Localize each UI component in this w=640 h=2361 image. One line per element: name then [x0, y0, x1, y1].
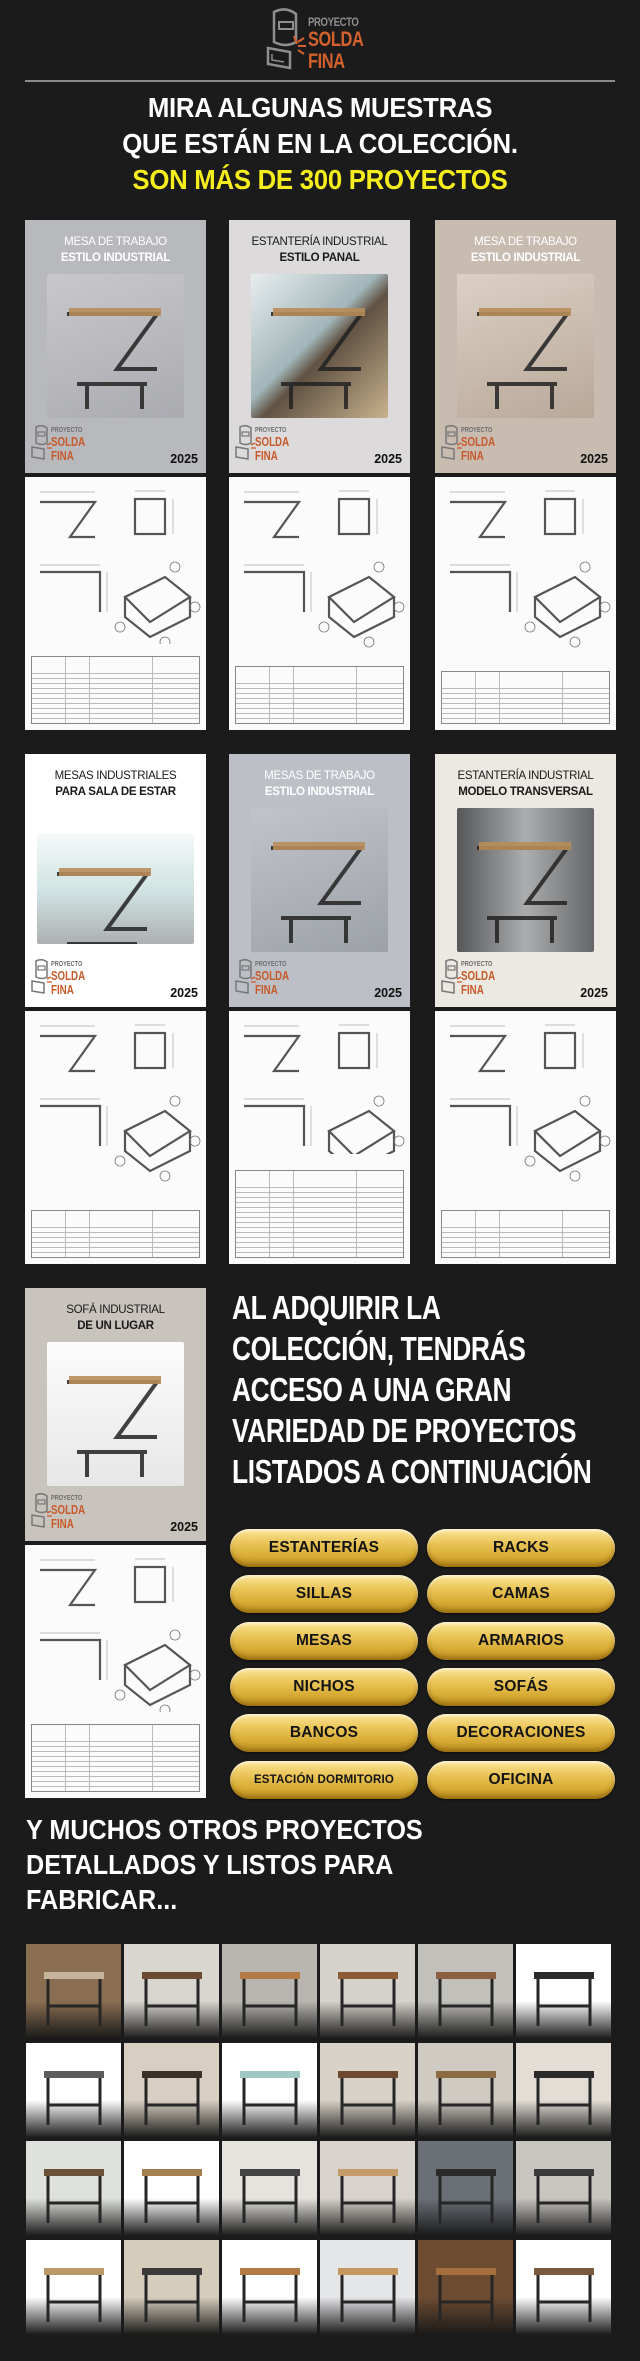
project-title-line-2: MODELO TRANSVERSAL — [458, 786, 593, 798]
furniture-photo-icon — [418, 1944, 513, 2039]
bom-row — [32, 1741, 199, 1746]
bom-row — [442, 713, 609, 718]
bom-row — [236, 1207, 403, 1212]
project-cover-card — [25, 220, 206, 473]
gallery-thumbnail — [418, 2141, 513, 2236]
brand-line-fina: FINA — [461, 982, 484, 997]
project-title-line-1: MESA DE TRABAJO — [64, 236, 167, 248]
technical-drawing-sheet — [435, 477, 616, 730]
furniture-photo-icon — [418, 2141, 513, 2236]
welder-helmet-icon — [441, 425, 463, 465]
promo-line: ACCESO A UNA GRAN — [232, 1371, 512, 1408]
bom-row — [32, 1781, 199, 1786]
furniture-photo-icon — [418, 2240, 513, 2335]
project-title-line-2: ESTILO INDUSTRIAL — [470, 252, 581, 264]
project-cover-card — [25, 754, 206, 1007]
bom-row — [236, 1242, 403, 1247]
bom-row — [442, 1242, 609, 1247]
project-cover-card — [435, 220, 616, 473]
bom-row — [32, 1786, 199, 1791]
brand-mini-logo — [31, 421, 91, 467]
furniture-photo-icon — [26, 2043, 121, 2138]
bom-row — [442, 703, 609, 708]
project-year: 2025 — [374, 986, 402, 1000]
brand-line-fina: FINA — [51, 448, 74, 463]
bom-row — [236, 698, 403, 703]
brand-line-solda: SOLDA — [51, 1502, 86, 1517]
furniture-photo-icon — [320, 1944, 415, 2039]
bom-row — [442, 708, 609, 713]
project-title — [435, 234, 616, 266]
gallery-thumbnail — [222, 2141, 317, 2236]
project-title-line-1: MESA DE TRABAJO — [474, 236, 577, 248]
category-button-sillas[interactable]: SILLAS — [230, 1575, 418, 1613]
project-year: 2025 — [170, 452, 198, 466]
bom-row — [442, 718, 609, 723]
furniture-illustration-icon — [457, 808, 594, 952]
category-button-camas[interactable]: CAMAS — [427, 1575, 615, 1613]
project-title — [25, 234, 206, 266]
welder-helmet-icon — [264, 8, 308, 72]
category-button-mesas[interactable]: MESAS — [230, 1622, 418, 1660]
gallery-thumbnail — [320, 2240, 415, 2335]
furniture-photo-icon — [222, 2141, 317, 2236]
bom-row — [442, 1247, 609, 1252]
promo-line: AL ADQUIRIR LA — [232, 1289, 441, 1326]
gallery-thumbnail — [26, 2043, 121, 2138]
brand-line-proyecto: PROYECTO — [255, 427, 287, 434]
project-title-line-1: ESTANTERÍA INDUSTRIAL — [251, 236, 388, 248]
project-title — [25, 1302, 206, 1334]
gallery-thumbnail — [516, 1944, 611, 2039]
gallery-thumbnail — [516, 2043, 611, 2138]
project-cover-card — [229, 220, 410, 473]
project-title — [229, 768, 410, 800]
header-divider — [25, 80, 615, 82]
promo-text — [232, 1287, 592, 1492]
bom-row — [236, 708, 403, 713]
brand-line-fina: FINA — [461, 448, 484, 463]
technical-drawing-sheet — [25, 477, 206, 730]
gallery-thumbnail — [124, 1944, 219, 2039]
bill-of-materials-table — [441, 1210, 610, 1258]
furniture-photo-icon — [124, 2043, 219, 2138]
gallery-thumbnail — [320, 2141, 415, 2236]
project-title-line-2: DE UN LUGAR — [77, 1320, 154, 1332]
bom-row — [236, 1202, 403, 1207]
brand-line-solda: SOLDA — [51, 968, 86, 983]
welder-helmet-icon — [31, 1493, 53, 1533]
gallery-thumbnail — [516, 2141, 611, 2236]
drawing-views-icon — [229, 1011, 410, 1154]
furniture-illustration-icon — [251, 274, 388, 418]
brand-line-solda: SOLDA — [308, 28, 364, 51]
gallery-thumbnail — [26, 1944, 121, 2039]
bom-header — [32, 1211, 199, 1227]
furniture-photo-icon — [26, 2141, 121, 2236]
gallery-thumbnail — [418, 2240, 513, 2335]
gallery-thumbnail — [418, 1944, 513, 2039]
furniture-photo-icon — [124, 2141, 219, 2236]
drawing-views-icon — [25, 1545, 206, 1712]
project-cover-card — [229, 754, 410, 1007]
brand-line-solda: SOLDA — [255, 434, 290, 449]
bill-of-materials-table — [235, 666, 404, 724]
category-button-armarios[interactable]: ARMARIOS — [427, 1622, 615, 1660]
gallery-thumbnail — [418, 2043, 513, 2138]
brand-mini-logo — [235, 421, 295, 467]
brand-mini-logo — [31, 955, 91, 1001]
brand-line-proyecto: PROYECTO — [255, 961, 287, 968]
bom-row — [32, 1771, 199, 1776]
bom-row — [32, 673, 199, 678]
project-title-line-2: ESTILO INDUSTRIAL — [264, 786, 375, 798]
bom-row — [32, 1756, 199, 1761]
bom-row — [236, 1252, 403, 1257]
brand-line-fina: FINA — [51, 982, 74, 997]
technical-drawing-sheet — [435, 1011, 616, 1264]
hero-highlight: SON MÁS DE 300 PROYECTOS — [132, 164, 508, 195]
bom-row — [32, 1746, 199, 1751]
bill-of-materials-table — [31, 1210, 200, 1258]
technical-drawing-sheet — [229, 1011, 410, 1264]
project-title-line-2: ESTILO INDUSTRIAL — [60, 252, 171, 264]
project-title-line-1: MESAS INDUSTRIALES — [54, 770, 177, 782]
bom-row — [32, 1232, 199, 1237]
gallery-thumbnail — [26, 2240, 121, 2335]
bom-header — [236, 1171, 403, 1187]
project-title — [435, 768, 616, 800]
bom-header — [32, 1725, 199, 1741]
drawing-views-icon — [435, 1011, 616, 1202]
brand-line-fina: FINA — [51, 1516, 74, 1531]
gallery-thumbnail — [222, 2043, 317, 2138]
brand-line-proyecto: PROYECTO — [51, 1495, 83, 1502]
technical-drawing-sheet — [229, 477, 410, 730]
bom-row — [236, 1192, 403, 1197]
bom-row — [32, 1242, 199, 1247]
bom-header — [442, 672, 609, 688]
project-title-line-1: ESTANTERÍA INDUSTRIAL — [457, 770, 594, 782]
promo-line: COLECCIÓN, TENDRÁS — [232, 1330, 526, 1367]
bom-header — [442, 1211, 609, 1227]
bom-row — [236, 1227, 403, 1232]
project-title-line-2: PARA SALA DE ESTAR — [55, 786, 176, 798]
gallery-thumbnail — [222, 1944, 317, 2039]
gallery-thumbnail — [320, 2043, 415, 2138]
project-title-line-1: MESAS DE TRABAJO — [264, 770, 375, 782]
category-button-estanterias[interactable]: ESTANTERÍAS — [230, 1529, 418, 1567]
bom-row — [236, 688, 403, 693]
bom-row — [236, 683, 403, 688]
bom-row — [32, 683, 199, 688]
bom-header — [32, 657, 199, 673]
bom-row — [236, 703, 403, 708]
welder-helmet-icon — [441, 959, 463, 999]
gallery-thumbnail — [26, 2141, 121, 2236]
gallery-thumbnail — [124, 2240, 219, 2335]
furniture-illustration-icon — [457, 274, 594, 418]
bom-row — [236, 1212, 403, 1217]
brand-line-solda: SOLDA — [461, 434, 496, 449]
category-button-bancos[interactable]: BANCOS — [230, 1714, 418, 1752]
drawing-views-icon — [25, 1011, 206, 1202]
project-year: 2025 — [170, 986, 198, 1000]
furniture-photo-icon — [222, 2043, 317, 2138]
brand-line-solda: SOLDA — [461, 968, 496, 983]
bom-row — [236, 1237, 403, 1242]
furniture-illustration-icon — [251, 808, 388, 952]
bom-row — [32, 1761, 199, 1766]
technical-drawing-sheet — [25, 1011, 206, 1264]
category-button-estacion-dormitorio[interactable]: ESTACIÓN DORMITORIO — [230, 1761, 418, 1799]
bom-row — [442, 1232, 609, 1237]
welder-helmet-icon — [235, 425, 257, 465]
project-title — [25, 768, 206, 800]
furniture-photo-icon — [26, 2240, 121, 2335]
more-line: FABRICAR... — [26, 1884, 178, 1915]
furniture-photo-icon — [320, 2141, 415, 2236]
bom-row — [236, 1222, 403, 1227]
bom-row — [32, 708, 199, 713]
furniture-photo-icon — [320, 2043, 415, 2138]
brand-mini-logo — [441, 421, 501, 467]
brand-line-fina: FINA — [308, 50, 345, 73]
project-cover-card — [25, 1288, 206, 1541]
gallery-thumbnail — [222, 2240, 317, 2335]
bom-row — [442, 693, 609, 698]
bom-row — [442, 1237, 609, 1242]
furniture-photo-icon — [320, 2240, 415, 2335]
bom-row — [236, 693, 403, 698]
furniture-photo-icon — [222, 2240, 317, 2335]
category-button-racks[interactable]: RACKS — [427, 1529, 615, 1567]
furniture-illustration-icon — [37, 834, 194, 944]
bom-row — [32, 718, 199, 723]
bom-row — [32, 1227, 199, 1232]
project-title — [229, 234, 410, 266]
furniture-illustration-icon — [47, 1342, 184, 1486]
bill-of-materials-table — [441, 671, 610, 724]
bill-of-materials-table — [31, 656, 200, 724]
project-year: 2025 — [580, 986, 608, 1000]
more-line: DETALLADOS Y LISTOS PARA — [26, 1849, 394, 1880]
brand-mini-logo — [31, 1489, 91, 1535]
promo-line: VARIEDAD DE PROYECTOS — [232, 1412, 577, 1449]
category-button-nichos[interactable]: NICHOS — [230, 1668, 418, 1706]
brand-line-proyecto: PROYECTO — [308, 15, 359, 29]
bom-row — [236, 1232, 403, 1237]
bom-row — [32, 1751, 199, 1756]
bom-row — [236, 713, 403, 718]
bom-row — [442, 1227, 609, 1232]
bom-row — [32, 688, 199, 693]
more-projects-heading — [26, 1812, 423, 1917]
bom-row — [32, 1237, 199, 1242]
welder-helmet-icon — [31, 959, 53, 999]
furniture-photo-icon — [516, 2043, 611, 2138]
furniture-photo-icon — [222, 1944, 317, 2039]
technical-drawing-sheet — [25, 1545, 206, 1798]
brand-mini-logo — [235, 955, 295, 1001]
bom-row — [32, 1247, 199, 1252]
drawing-views-icon — [435, 477, 616, 662]
furniture-photo-icon — [26, 1944, 121, 2039]
furniture-photo-icon — [516, 2141, 611, 2236]
project-title-line-2: ESTILO PANAL — [279, 252, 360, 264]
bom-row — [32, 698, 199, 703]
more-line: Y MUCHOS OTROS PROYECTOS — [26, 1814, 423, 1845]
gallery-thumbnail — [320, 1944, 415, 2039]
bom-row — [236, 1247, 403, 1252]
bom-row — [32, 678, 199, 683]
project-year: 2025 — [580, 452, 608, 466]
drawing-views-icon — [229, 477, 410, 656]
brand-logo — [264, 6, 384, 74]
bom-row — [442, 1252, 609, 1257]
furniture-photo-icon — [418, 2043, 513, 2138]
bill-of-materials-table — [31, 1724, 200, 1792]
bom-row — [32, 703, 199, 708]
bom-row — [32, 713, 199, 718]
gallery-thumbnail — [516, 2240, 611, 2335]
welder-helmet-icon — [31, 425, 53, 465]
bom-row — [236, 718, 403, 723]
project-cover-card — [435, 754, 616, 1007]
furniture-photo-icon — [516, 1944, 611, 2039]
hero-line-2: QUE ESTÁN EN LA COLECCIÓN. — [122, 128, 518, 159]
furniture-illustration-icon — [47, 274, 184, 418]
bom-row — [442, 688, 609, 693]
project-year: 2025 — [170, 1520, 198, 1534]
bom-row — [32, 1776, 199, 1781]
bom-header — [236, 667, 403, 683]
brand-mini-logo — [441, 955, 501, 1001]
furniture-photo-icon — [124, 2240, 219, 2335]
category-button-decoraciones[interactable]: DECORACIONES — [427, 1714, 615, 1752]
brand-line-fina: FINA — [255, 982, 278, 997]
project-title-line-1: SOFÁ INDUSTRIAL — [66, 1304, 165, 1316]
promo-line: LISTADOS A CONTINUACIÓN — [232, 1453, 592, 1490]
brand-line-proyecto: PROYECTO — [51, 961, 83, 968]
furniture-photo-icon — [516, 2240, 611, 2335]
bom-row — [32, 1252, 199, 1257]
category-button-oficina[interactable]: OFICINA — [427, 1761, 615, 1799]
bom-row — [236, 1197, 403, 1202]
brand-line-fina: FINA — [255, 448, 278, 463]
welder-helmet-icon — [235, 959, 257, 999]
bom-row — [442, 698, 609, 703]
brand-line-solda: SOLDA — [51, 434, 86, 449]
gallery-thumbnail — [124, 2043, 219, 2138]
category-button-sofas[interactable]: SOFÁS — [427, 1668, 615, 1706]
hero-line-1: MIRA ALGUNAS MUESTRAS — [147, 92, 493, 123]
bom-row — [236, 1187, 403, 1192]
brand-line-proyecto: PROYECTO — [51, 427, 83, 434]
gallery-thumbnail — [124, 2141, 219, 2236]
furniture-photo-icon — [124, 1944, 219, 2039]
bill-of-materials-table — [235, 1170, 404, 1258]
brand-line-proyecto: PROYECTO — [461, 427, 493, 434]
drawing-views-icon — [25, 477, 206, 644]
bom-row — [32, 1766, 199, 1771]
bom-row — [236, 1217, 403, 1222]
brand-line-solda: SOLDA — [255, 968, 290, 983]
brand-line-proyecto: PROYECTO — [461, 961, 493, 968]
bom-row — [32, 693, 199, 698]
project-year: 2025 — [374, 452, 402, 466]
